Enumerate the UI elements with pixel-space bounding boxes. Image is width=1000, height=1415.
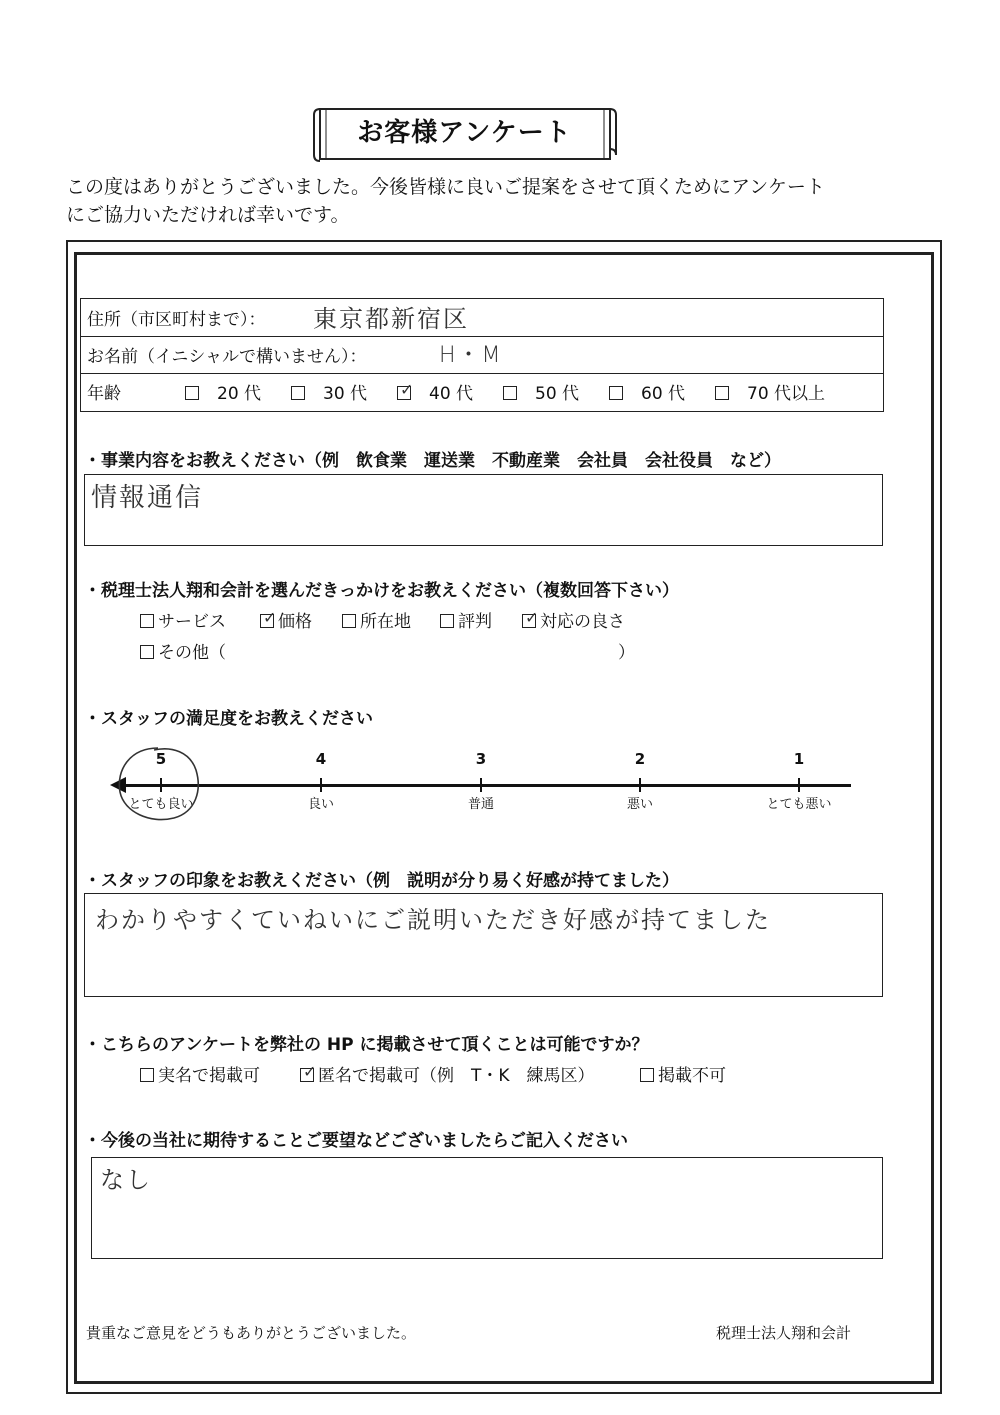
q5-option-anonymous[interactable]: ✓ 匿名で掲載可（例 T・K 練馬区） (300, 1061, 595, 1086)
page-title: お客様アンケート (357, 118, 572, 148)
scale-num-5[interactable]: 5 (155, 750, 167, 768)
age-option-40[interactable]: ✓ 40 代 (397, 379, 473, 404)
q1-answer: 情報通信 (91, 483, 204, 513)
age-label: 年齢 (87, 384, 121, 404)
age-option-60[interactable]: 60 代 (609, 379, 685, 404)
address-value[interactable]: 東京都新宿区 (313, 305, 469, 333)
checkmark-icon: ✓ (303, 1062, 317, 1081)
scale-num-2[interactable]: 2 (634, 750, 646, 768)
scale-num-4[interactable]: 4 (315, 750, 327, 768)
q4-question: ・スタッフの印象をお教えください（例 説明が分り易く好感が持てました） (84, 871, 679, 891)
q6-answer: なし (100, 1166, 152, 1194)
scale-label-2: 悪い (626, 797, 653, 812)
q5-option-no[interactable]: 掲載不可 (640, 1061, 726, 1086)
checkmark-icon: ✓ (525, 608, 539, 627)
intro-line-1: この度はありがとうございました。今後皆様に良いご提案をさせて頂くためにアンケート (66, 176, 825, 198)
name-value[interactable]: H・M (439, 343, 503, 368)
intro-line-2: にご協力いただければ幸いです。 (66, 204, 350, 226)
q5-question: ・こちらのアンケートを弊社の HP に掲載させて頂くことは可能ですか？ (84, 1035, 649, 1055)
q2-option-service-quality[interactable]: ✓ 対応の良さ (522, 607, 625, 632)
age-option-70[interactable]: 70 代以上 (715, 379, 825, 404)
hand-drawn-circle-selection (110, 740, 210, 830)
checkmark-icon: ✓ (400, 380, 414, 399)
scale-label-4: 良い (307, 797, 334, 812)
name-row (81, 336, 883, 374)
q4-answer: わかりやすくていねいにご説明いただき好感が持てました (95, 906, 771, 934)
address-row (81, 299, 883, 337)
age-option-20[interactable]: 20 代 (185, 379, 261, 404)
q5-option-realname[interactable]: 実名で掲載可 (140, 1061, 260, 1086)
q1-answer-box[interactable] (84, 474, 883, 546)
checkmark-icon: ✓ (263, 608, 277, 627)
address-label: 住所（市区町村まで）： (87, 310, 266, 330)
q2-option-service[interactable]: サービス (140, 607, 226, 632)
q2-other-close: ） (618, 643, 635, 663)
scale-label-1: とても悪い (766, 797, 832, 812)
info-table (80, 298, 884, 412)
q2-option-price[interactable]: ✓ 価格 (260, 607, 312, 632)
scale-num-3[interactable]: 3 (475, 750, 487, 768)
age-option-50[interactable]: 50 代 (503, 379, 579, 404)
satisfaction-scale-line (116, 784, 851, 787)
scale-tick-2 (639, 778, 641, 792)
scale-label-3: 普通 (467, 797, 494, 812)
q2-option-reputation[interactable]: 評判 (440, 607, 492, 632)
scale-label-5: とても良い (128, 797, 194, 812)
scale-tick-3 (480, 778, 482, 792)
q6-question: ・今後の当社に期待することご要望などございましたらご記入ください (84, 1131, 628, 1151)
age-option-30[interactable]: 30 代 (291, 379, 367, 404)
q1-question: ・事業内容をお教えください（例 飲食業 運送業 不動産業 会社員 会社役員 など） (84, 451, 781, 471)
scale-tick-4 (320, 778, 322, 792)
scale-tick-1 (798, 778, 800, 792)
q4-answer-box[interactable] (84, 893, 883, 997)
q2-option-other[interactable]: その他（ (140, 638, 226, 663)
q2-question: ・税理士法人翔和会計を選んだきっかけをお教えください（複数回答下さい） (84, 581, 679, 601)
name-label: お名前（イニシャルで構いません）： (87, 347, 367, 367)
footer-thanks: 貴重なご意見をどうもありがとうございました。 (86, 1324, 417, 1342)
age-row (81, 373, 883, 410)
footer-company: 税理士法人翔和会計 (716, 1324, 852, 1342)
q2-option-location[interactable]: 所在地 (342, 607, 411, 632)
q3-question: ・スタッフの満足度をお教えください (84, 709, 373, 729)
scale-num-1[interactable]: 1 (793, 750, 805, 768)
q6-answer-box[interactable] (91, 1157, 883, 1259)
